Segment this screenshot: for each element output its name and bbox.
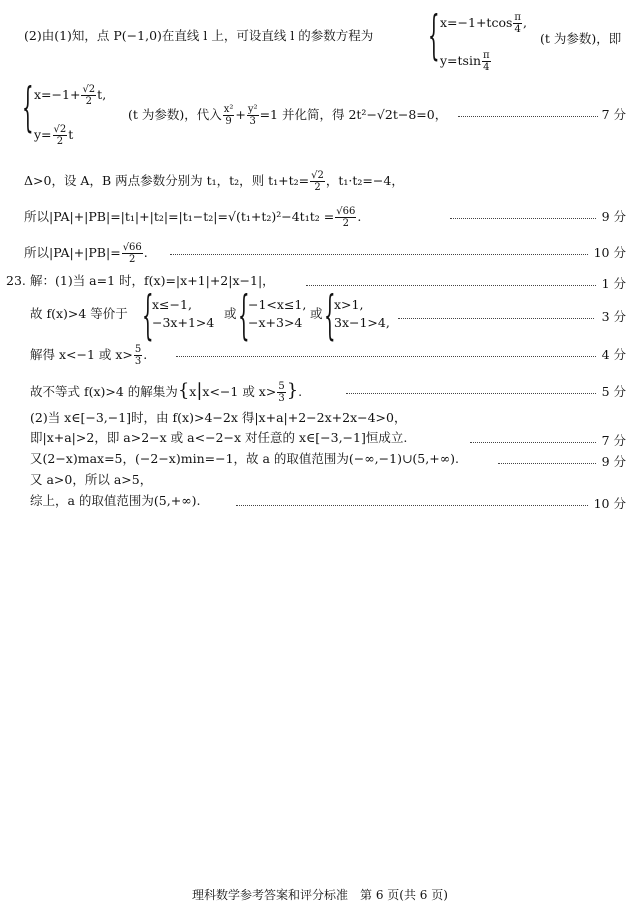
param-eq1-y: y=tsin $\frac{\pi}{4}$ <box>440 50 490 73</box>
score-5: 5 分 <box>601 384 626 399</box>
substitute-text: (t 为参数)，代入 $\frac{\text{x²}}{9}$ + $\frac{\text{y²}}{3}$ =1 并化简，得 2t²−√2t−8=0， <box>128 104 448 127</box>
page-footer: 理科数学参考答案和评分标准 第 6 页(共 6 页) <box>192 888 448 902</box>
case-brace-1: { <box>142 286 154 346</box>
score-9-a: 9 分 <box>601 209 626 224</box>
score-9-b: 9 分 <box>601 454 626 469</box>
score-7-b: 7 分 <box>601 433 626 448</box>
part2-line3: 又(2−x)max=5，(−2−x)min=−1，故 a 的取值范围为(−∞,−1)∪(5,+∞). <box>30 451 459 466</box>
part2-line2: 即|x+a|>2，即 a>2−x 或 a<−2−x 对任意的 x∈[−3,−1]恒成立. <box>30 430 408 445</box>
score-7-a: 7 分 <box>601 107 626 122</box>
leader-dots <box>398 318 594 319</box>
case1-b: −3x+1>4 <box>152 315 215 330</box>
part2-intro: (2)由(1)知，点 P(−1,0)在直线 l 上，可设直线 l 的参数方程为 <box>24 28 374 43</box>
case-brace-2: { <box>238 286 250 346</box>
leader-dots <box>458 116 598 117</box>
leader-dots <box>236 505 588 506</box>
part2-line4: 又 a>0，所以 a>5， <box>30 472 153 487</box>
leader-dots <box>176 356 596 357</box>
param-eq1-x: x=−1+tcos $\frac{\pi}{4}$ , <box>440 12 527 35</box>
case2-b: −x+3>4 <box>248 315 303 330</box>
leader-dots <box>346 393 596 394</box>
param-brace-2: { <box>22 78 34 138</box>
param-note: (t 为参数)，即 <box>540 31 622 46</box>
case3-a: x>1, <box>334 297 364 312</box>
vieta-line: Δ>0，设 A，B 两点参数分别为 t₁，t₂，则 t₁+t₂= $\frac{√2}{2}$ ，t₁·t₂=−4， <box>24 170 404 193</box>
result-line: 所以|PA|+|PB|= $\frac{√66}{2}$ . <box>24 242 148 265</box>
case2-a: −1<x≤1, <box>248 297 307 312</box>
case-brace-3: { <box>324 286 336 346</box>
or-2: 或 <box>310 306 323 321</box>
or-1: 或 <box>224 306 237 321</box>
q23-equiv: 故 f(x)>4 等价于 <box>30 306 128 321</box>
param-eq2-x: x=−1+ $\frac{√2}{2}$ t, <box>34 84 107 107</box>
leader-dots <box>470 442 596 443</box>
score-3: 3 分 <box>601 309 626 324</box>
leader-dots <box>306 285 596 286</box>
solution-set-line: 故不等式 f(x)>4 的解集为{x|x<−1 或 x> $\frac{5}{3}$ }. <box>30 380 303 404</box>
score-10-a: 10 分 <box>593 245 626 260</box>
leader-dots <box>170 254 588 255</box>
param-brace-1: { <box>428 6 440 66</box>
solve-line: 解得 x<−1 或 x> $\frac{5}{3}$ . <box>30 344 148 367</box>
score-1: 1 分 <box>601 276 626 291</box>
part2-line1: (2)当 x∈[−3,−1]时，由 f(x)>4−2x 得|x+a|+2−2x+2x−4>0， <box>30 410 407 425</box>
score-10-b: 10 分 <box>593 496 626 511</box>
case3-b: 3x−1>4, <box>334 315 390 330</box>
param-eq2-y: y= $\frac{√2}{2}$ t <box>34 124 74 147</box>
pa-pb-line: 所以|PA|+|PB|=|t₁|+|t₂|=|t₁−t₂|=√(t₁+t₂)²−4t₁t₂ = $\frac{√66}{2}$ . <box>24 206 362 229</box>
case1-a: x≤−1, <box>152 297 192 312</box>
q23-number: 23. <box>6 273 26 288</box>
score-4: 4 分 <box>601 347 626 362</box>
leader-dots <box>498 463 596 464</box>
q23-line1: 解：(1)当 a=1 时，f(x)=|x+1|+2|x−1|， <box>30 273 275 288</box>
leader-dots <box>450 218 596 219</box>
part2-line5: 综上，a 的取值范围为(5,+∞). <box>30 493 201 508</box>
